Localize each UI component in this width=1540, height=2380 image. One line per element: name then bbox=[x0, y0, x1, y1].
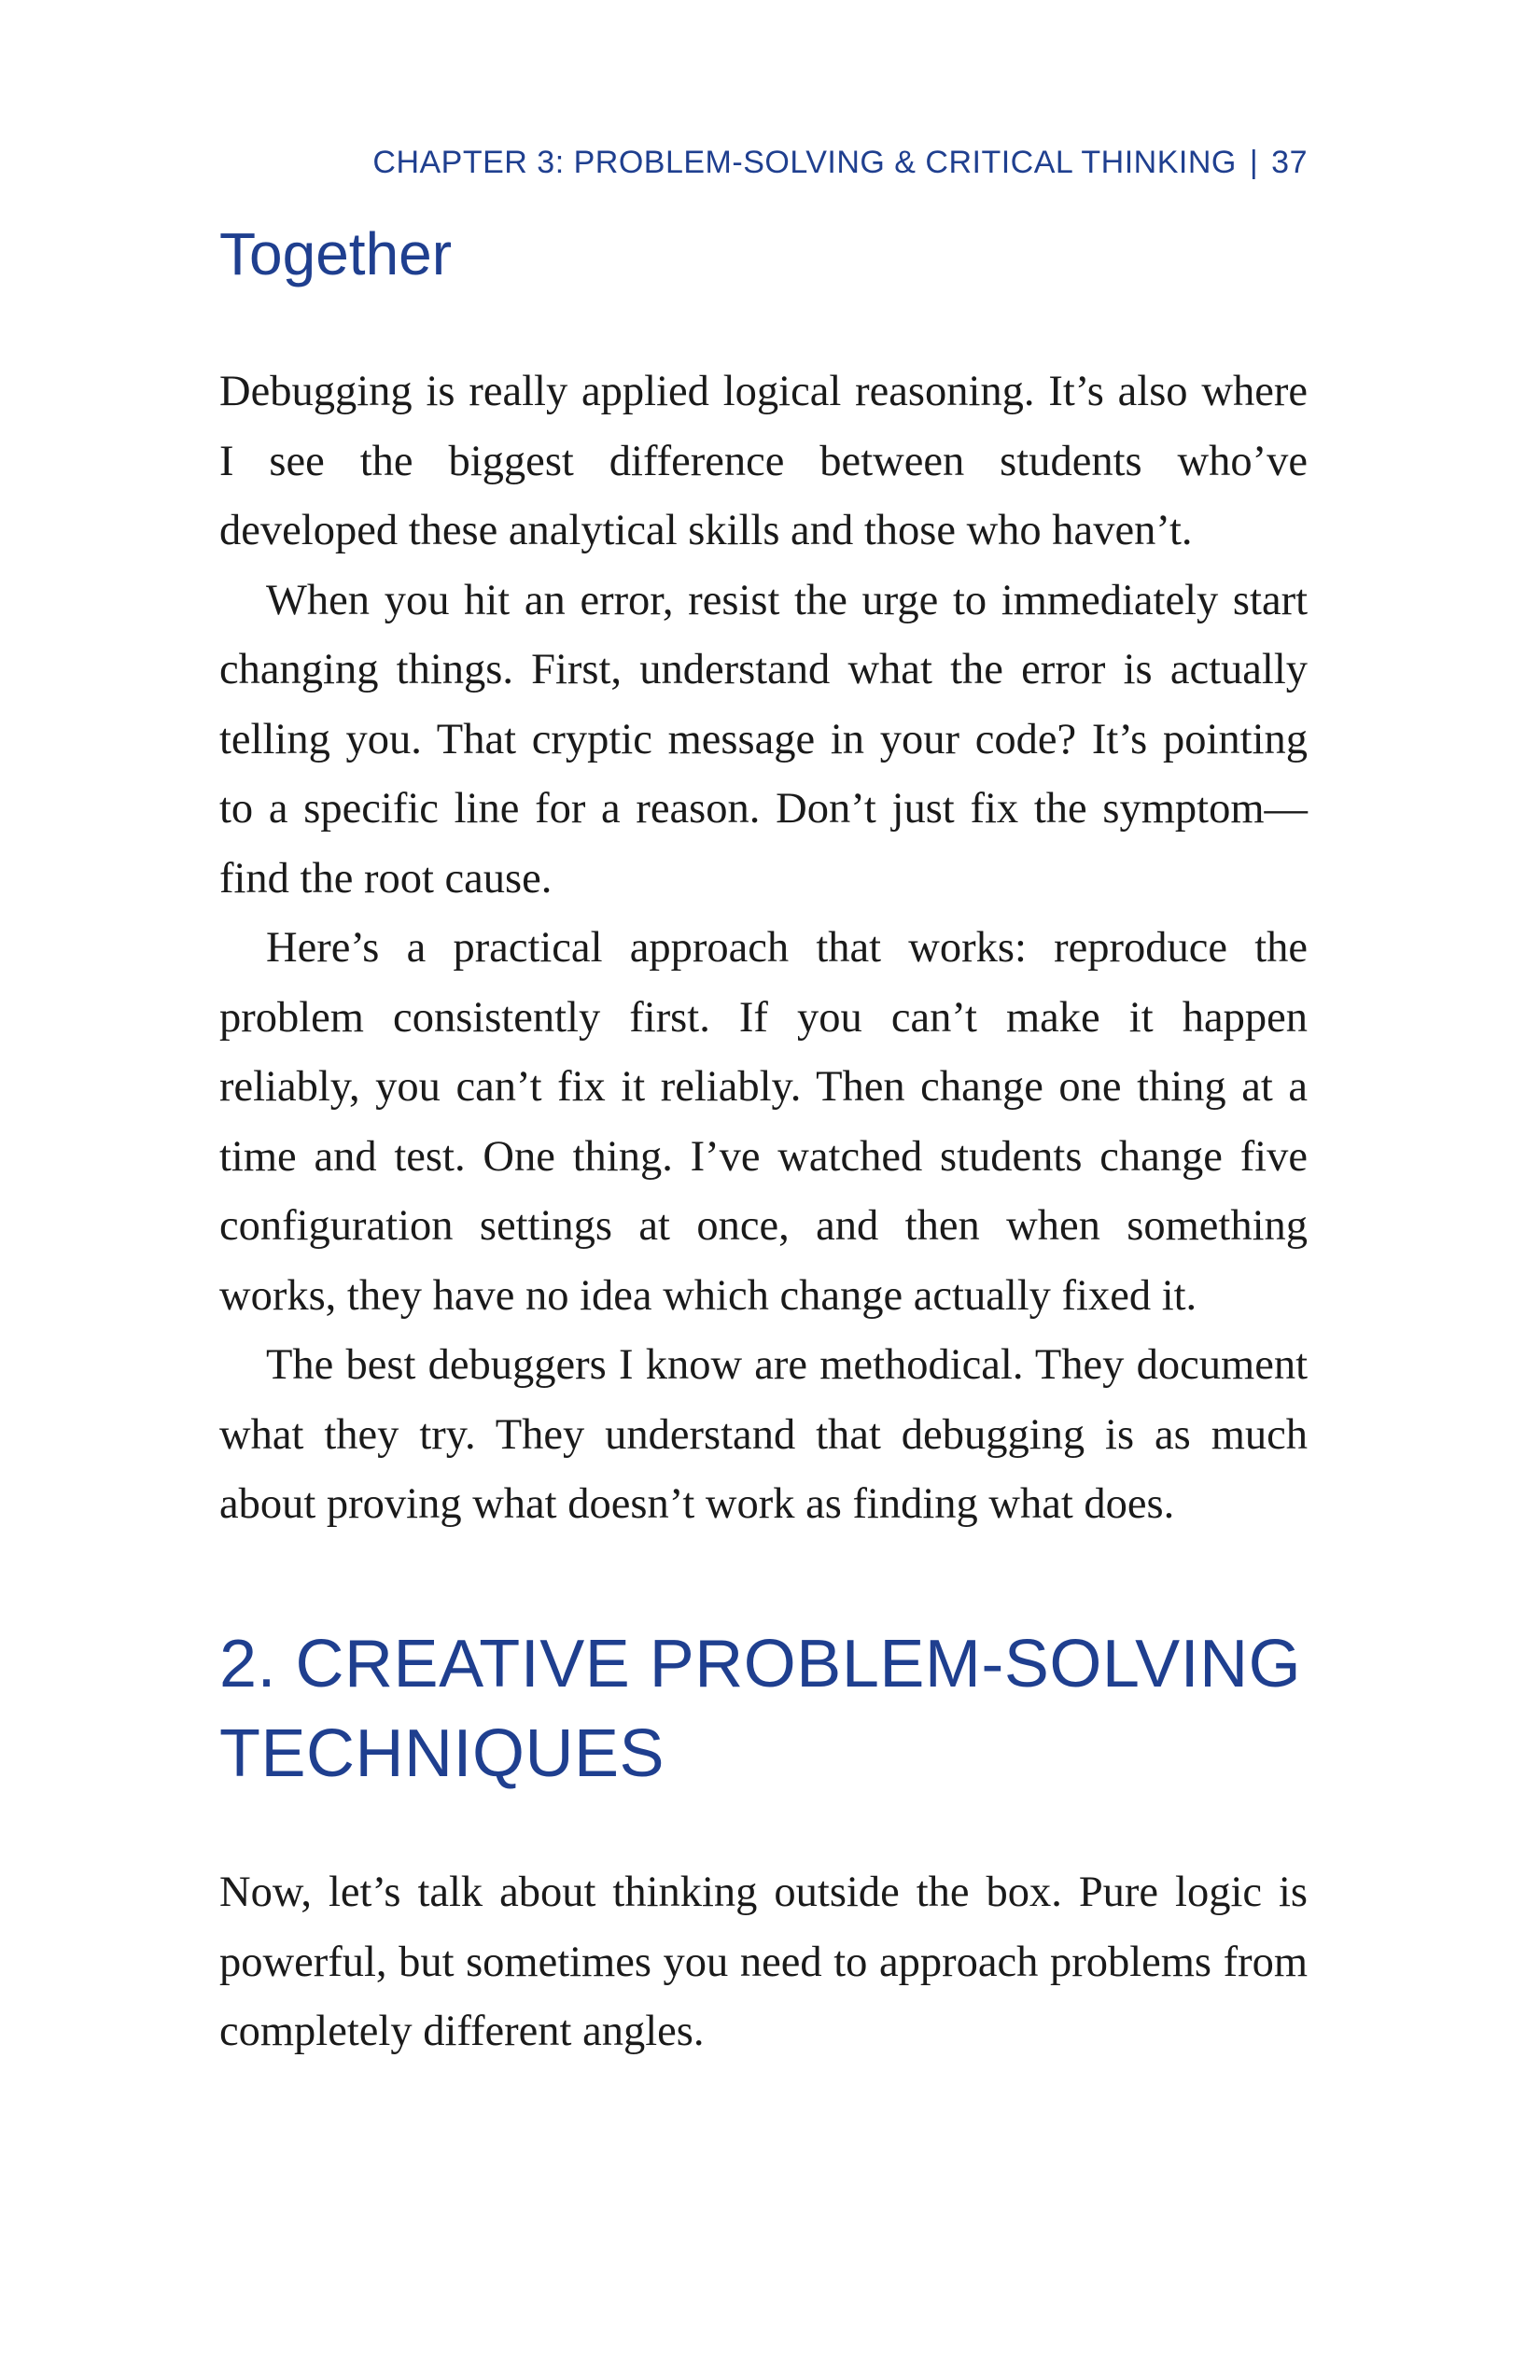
paragraph: Here’s a practical approach that works: reproduce the problem consistently first. If you can’t make it happen reliably, you can’t fix it reliably. Then change one thing at a time and test. One thing. I’ve watched students change five configuration settings at once, and then when something works, they have no idea which change actually fixed it. bbox=[219, 924, 1308, 1320]
running-head bbox=[219, 145, 1308, 181]
running-head-separator: | bbox=[1249, 145, 1259, 180]
paragraph: When you hit an error, resist the urge to immediately start changing things. First, understand what the error is actually telling you. That cryptic message in your code? It’s pointing to a specific line for a reason. Don’t just fix the symptom—find the root cause. bbox=[219, 576, 1308, 903]
body-text-section-one bbox=[219, 357, 1308, 1540]
section-title: Together bbox=[219, 220, 453, 287]
chapter-title: CHAPTER 3: PROBLEM-SOLVING & CRITICAL THINKING bbox=[372, 145, 1237, 180]
body-text-section-two bbox=[219, 1858, 1308, 2067]
section-heading-creative-problem-solving: 2. CREATIVE PROBLEM-SOLVING TECHNIQUES bbox=[219, 1627, 1302, 1791]
paragraph: Debugging is really applied logical reasoning. It’s also where I see the biggest difference between students who’ve developed these analytical skills and those who haven’t. bbox=[219, 368, 1308, 554]
page-number: 37 bbox=[1271, 145, 1308, 180]
paragraph: The best debuggers I know are methodical. They document what they try. They understand that debugging is as much about proving what doesn’t work as finding what does. bbox=[219, 1341, 1308, 1528]
paragraph: Now, let’s talk about thinking outside the box. Pure logic is powerful, but sometimes you need to approach problems from completely different angles. bbox=[219, 1869, 1308, 2055]
